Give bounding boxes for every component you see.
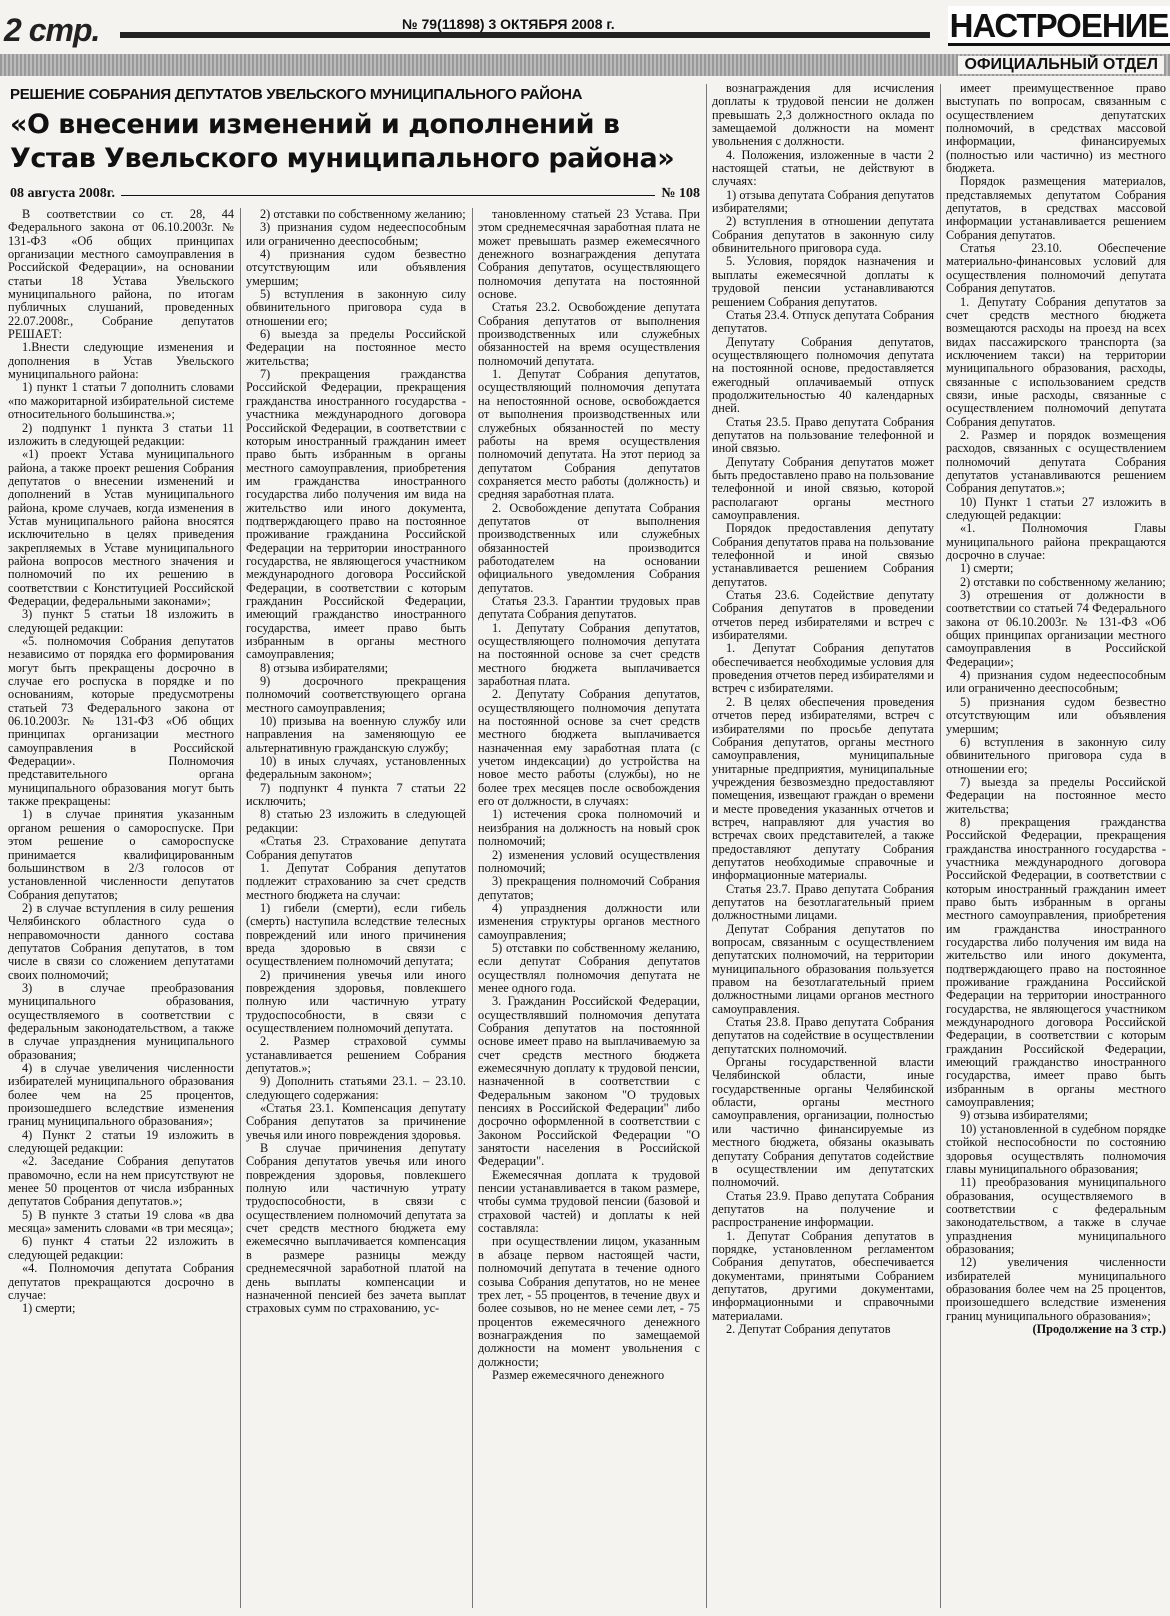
text-column-3 <box>478 208 700 1612</box>
paragraph: 2) подпункт 1 пункта 3 статьи 11 изложить в следующей редакции: <box>8 420 234 448</box>
masthead-rule <box>120 32 930 38</box>
paragraph: 1) в случае принятия указанным органом решения о самороспуске. При этом решение о самороспуске принимается квалифицированным большинством в 2/3 голосов от установленной численности депутатов Собрания депутатов; <box>8 807 234 902</box>
paragraph: 4) признания судом недееспособным или ограниченно дееспособным; <box>946 668 1166 696</box>
paragraph: 1. Депутат Собрания депутатов обеспечивается необходимые условия для проведения отчетов перед избирателями и встреч с избирателями. <box>712 641 934 696</box>
paragraph: В соответствии со ст. 28, 44 Федерального закона от 06.10.2003г. № 131-ФЗ «Об общих принципах организации местного самоуправления в Российской Федерации», на основании статьи 18 Устава Увельского муниципального района, по итогам публичных слушаний, проведенных 22.07.2008г., Собрание депутатов РЕШАЕТ: <box>8 208 234 342</box>
decision-number: № 108 <box>655 186 700 202</box>
paragraph: Депутату Собрания депутатов может быть предоставлено право на пользование телефонной и иной связью, которой располагают органы местного самоуправления. <box>712 454 934 522</box>
column-divider <box>706 84 707 1608</box>
article-headline: «О внесении изменений и дополнений в Устав Увельского муниципального района» <box>10 109 675 174</box>
paragraph: Статья 23.10. Обеспечение материально-финансовых условий для осуществления полномочий депутата Собрания депутатов. <box>946 241 1166 296</box>
paragraph: 3) пункт 5 статьи 18 изложить в следующей редакции: <box>8 607 234 635</box>
paragraph: вознаграждения для исчисления доплаты к трудовой пенсии не должен превышать 2,3 должностного оклада по замещаемой должности на момент увольнения с должности. <box>712 82 934 149</box>
paragraph: 9) досрочного прекращения полномочий соответствующего органа местного самоуправления; <box>246 674 466 715</box>
paragraph: Порядок размещения материалов, представляемых депутатом Собрания депутатов, в средствах массовой информации устанавливается решением Собрания депутатов. <box>946 174 1166 242</box>
paragraph: Статья 23.7. Право депутата Собрания депутатов на безотлагательный прием должностными лицами. <box>712 881 934 923</box>
paragraph: имеет преимущественное право выступать по вопросам, связанным с осуществлением депутатских полномочий, в средствах массовой информации, финансируемых (полностью или частично) из местного бюджета. <box>946 82 1166 176</box>
paragraph: 5) В пункте 3 статьи 19 слова «в два месяца» заменить словами «в три месяца»; <box>8 1207 234 1236</box>
paragraph: 2) отставки по собственному желанию; <box>960 574 1166 589</box>
paragraph: 10) призыва на военную службу или направления на заменяющую ее альтернативную гражданскую службу; <box>246 714 466 755</box>
paragraph: 2. Размер и порядок возмещения расходов, связанных с осуществлением полномочий депутата Собрания депутатов устанавливаются решением Собрания депутатов.»; <box>946 427 1166 496</box>
paragraph: «Статья 23. Страхование депутата Собрания депутатов <box>246 834 466 862</box>
paragraph: 2) отставки по собственному желанию; <box>260 208 466 221</box>
paragraph: 6) пункт 4 статьи 22 изложить в следующей редакции: <box>8 1234 234 1262</box>
continued-note: (Продолжение на 3 стр.) <box>1032 1321 1166 1336</box>
paragraph: 1. Депутату Собрания депутатов за счет средств местного бюджета возмещаются расходы на проезд на всех видах пассажирского транспорта (за исключением такси) на территории муниципального образования, расходы, связанные с использованием средств связи, иные расходы, связанные с осуществлением полномочий депутата Собрания депутатов. <box>946 294 1166 429</box>
paragraph: 2) вступления в отношении депутата Собрания депутатов в законную силу обвинительного приговора суда. <box>712 214 934 256</box>
paragraph: 8) статью 23 изложить в следующей редакции: <box>246 807 466 835</box>
page-number: 2 стр. <box>4 12 100 48</box>
text-column-5 <box>946 82 1166 1612</box>
paragraph: 4) упразднения должности или изменения структуры органов местного самоуправления; <box>478 900 700 942</box>
paragraph: 7) подпункт 4 пункта 7 статьи 22 исключить; <box>246 780 466 809</box>
paragraph: «1. Полномочия Главы муниципального района прекращаются досрочно в случае: <box>946 521 1166 563</box>
paragraph: 3. Гражданин Российской Федерации, осуществлявший полномочия депутата Собрания депутатов на постоянной основе имеет право на выплачиваемую за счет средств местного бюджета ежемесячную доплату к трудовой пенсии, назначенной в соответствии с Федеральным законом "О трудовых пенсиях в Российской Федерации" либо досрочно оформленной в соответствии с Законом Российской Федерации "О занятости населения в Российской Федерации". <box>478 994 700 1169</box>
paragraph: 1) истечения срока полномочий и неизбрания на должность на новый срок полномочий; <box>478 807 700 849</box>
paragraph: 1. Депутат Собрания депутатов в порядке, установленном регламентом Собрания депутатов, обеспечивается документами, принятыми Собранием депутатов, другими документами, информационными и справочными материалами. <box>712 1228 934 1323</box>
issue-line: № 79(11898) 3 ОКТЯБРЯ 2008 г. <box>402 16 615 32</box>
paragraph: 1) отзыва депутата Собрания депутатов избирателями; <box>712 187 934 216</box>
paragraph: 5) вступления в законную силу обвинительного приговора суда в отношении его; <box>246 287 466 328</box>
paragraph: В случае причинения депутату Собрания депутатов увечья или иного повреждения здоровья, повлекшего полную или частичную утрату трудоспособности, в связи с осуществлением полномочий депутата за счет средств местного бюджета ему ежемесячно выплачивается компенсация в размере разницы между среднемесячной заработной платой на день выплаты компенсации и назначенной пенсией без зачета выплат страховых сумм по страхованию, ус- <box>246 1141 466 1316</box>
paragraph: 2. В целях обеспечения проведения отчетов перед избирателями, встреч с избирателями по просьбе депутата Собрания депутатов, органы местного самоуправления, муниципальные унитарные предприятия, муниципальные учреждения безвозмездно предоставляют помещения, извещают граждан о времени и месте проведения указанных отчетов и встреч, направляют для участия во встречах своих представителей, а также предоставляют депутату Собрания депутатов необходимые справочные и информационные материалы. <box>712 694 934 883</box>
paragraph: 9) отзыва избирателями; <box>960 1108 1089 1123</box>
paragraph: Органы государственной власти Челябинской области, иные государственные органы Челябинской области, органы местного самоуправления, организации, полностью или частично финансируемые из местного бюджета, обязаны оказывать депутату Собрания депутатов содействие в осуществлении им депутатских полномочий. <box>712 1055 934 1190</box>
column-divider <box>472 208 473 1608</box>
paragraph: 4) признания судом безвестно отсутствующим или объявления умершим; <box>246 247 466 288</box>
paragraph: Статья 23.9. Право депутата Собрания депутатов на получение и распространение информации. <box>712 1188 934 1230</box>
paragraph: 10) Пункт 1 статьи 27 изложить в следующей редакции: <box>946 494 1166 522</box>
column-divider <box>940 84 941 1608</box>
paragraph: 2) в случае вступления в силу решения Челябинского областного суда о неправомочности данного состава депутатов Собрания депутатов, в том числе в связи со сложением депутатами своих полномочий; <box>8 900 234 982</box>
paragraph: 8) отзыва избирателями; <box>260 660 389 675</box>
paragraph: 1) смерти; <box>960 561 1014 576</box>
paragraph: 3) признания судом недееспособным или ограниченно дееспособным; <box>246 220 466 248</box>
paragraph: 1. Депутату Собрания депутатов, осуществляющего полномочия депутата на постоянной основе за счет средств местного бюджета выплачивается заработная плата. <box>478 620 700 689</box>
paragraph: 2) изменения условий осуществления полномочий; <box>478 847 700 875</box>
paragraph: 3) отрешения от должности в соответствии со статьей 74 Федерального закона от 06.10.2003г. № 131-ФЗ «Об общих принципах организации местного самоуправления в Российской Федерации»; <box>946 588 1166 669</box>
paragraph: 7) выезда за пределы Российской Федерации на постоянное место жительства; <box>946 774 1166 816</box>
paragraph: 4) Пункт 2 статьи 19 изложить в следующей редакции: <box>8 1127 234 1156</box>
paragraph: 5) отставки по собственному желанию, если депутат Собрания депутатов осуществлял полномочия депутата не менее одного года. <box>478 940 700 995</box>
paragraph: Ежемесячная доплата к трудовой пенсии устанавливается в таком размере, чтобы сумма трудовой пенсии (базовой и страховой частей) и доплаты к ней составляла: <box>478 1167 700 1236</box>
text-column-1 <box>8 208 234 1612</box>
dateline <box>10 186 700 206</box>
paragraph: Депутату Собрания депутатов, осуществляющего полномочия депутата на постоянной основе, предоставляется ежегодный оплачиваемый отпуск продолжительностью 40 календарных дней. <box>712 334 934 416</box>
paragraph: тановленному статьей 23 Устава. При этом среднемесячная заработная плата не может превышать размер ежемесячного денежного вознаграждения депутата Собрания депутатов, осуществляющего полномочия депутата на постоянной основе. <box>478 208 700 302</box>
paragraph: 3) в случае преобразования муниципального образования, осуществляемого в соответствии с федеральным законодательством, а также в случае упразднения муниципального образования; <box>8 980 234 1062</box>
paragraph: 1) гибели (смерти), если гибель (смерть) наступила вследствие телесных повреждений или иного причинения вреда здоровью в связи с осуществлением полномочий депутата; <box>246 900 466 969</box>
paragraph: 2. Депутат Собрания депутатов <box>726 1321 891 1336</box>
paragraph: Депутат Собрания депутатов по вопросам, связанным с осуществлением депутатских полномочий, на территории муниципального образования пользуется правом на безотлагательный прием должностными лицами органов местного самоуправления. <box>712 921 934 1016</box>
paragraph: Статья 23.3. Гарантии трудовых прав депутата Собрания депутатов. <box>478 593 700 622</box>
paragraph: 4) в случае увеличения численности избирателей муниципального образования более чем на 25 процентов, произошедшего вследствие изменения границ муниципального образования»; <box>8 1061 234 1129</box>
paragraph: 8) прекращения гражданства Российской Федерации, прекращения гражданства иностранного государства - участника международного договора Российской Федерации, в соответствии с которым иностранный гражданин имеет право быть избранным в органы местного самоуправления, приобретения им гражданства иностранного государства либо получения им вида на жительство или иного документа, подтверждающего право на постоянное проживание гражданина Российской Федерации на территории иностранного государства, не являющегося участником международного договора Российской Федерации, в соответствии с которым гражданин Российской Федерации, имеющий гражданство иностранного государства, имеет право быть избранным в органы местного самоуправления; <box>946 814 1166 1110</box>
paragraph: 12) увеличения численности избирателей муниципального образования более чем на 25 процентов, произошедшего вследствие изменения границ муниципального образования»; <box>946 1255 1166 1323</box>
paragraph: 1. Депутат Собрания депутатов, осуществляющий полномочия депутата на непостоянной основе, освобождается от выполнения производственных или служебных обязанностей по месту работы на время осуществления полномочий депутата. На этот период за депутатом Собрания депутатов сохраняется место работы (должность) и средняя заработная плата. <box>478 367 700 502</box>
paragraph: «1) проект Устава муниципального района, а также проект решения Собрания депутатов о внесении изменений и дополнений в Устав муниципального района, кроме случаев, когда изменения в Устав муниципального района вносятся исключительно в целях приведения закрепляемых в Уставе муниципального района вопросов местного значения и полномочий по их решению в соответствии с Конституцией Российской Федерации, федеральными законами»; <box>8 447 234 608</box>
paragraph: 5. Условия, порядок назначения и выплаты ежемесячной доплаты к трудовой пенсии устанавливаются решением Собрания депутатов. <box>712 254 934 309</box>
paragraph: 3) прекращения полномочий Собрания депутатов; <box>478 874 700 902</box>
paragraph: 1) пункт 1 статьи 7 дополнить словами «по мажоритарной избирательной системе относительного большинства.»; <box>8 380 234 422</box>
paragraph: 1) смерти; <box>22 1301 76 1316</box>
paragraph: Статья 23.8. Право депутата Собрания депутатов на содействие в осуществлении депутатских полномочий. <box>712 1015 934 1056</box>
text-column-2 <box>246 208 466 1612</box>
paragraph: 2. Размер страховой суммы устанавливается решением Собрания депутатов.»; <box>246 1034 466 1075</box>
paragraph: 7) прекращения гражданства Российской Федерации, прекращения гражданства иностранного государства - участника международного договора Российской Федерации, в соответствии с которым иностранный гражданин имеет право быть избранным в органы местного самоуправления, приобретения им гражданства иностранного государства либо получения им вида на жительство или иного документа, подтверждающего право на постоянное проживание гражданина Российской Федерации на территории иностранного государства, не являющегося участником международного договора Российской Федерации, в соответствии с которым гражданин Российской Федерации, имеющий гражданство иностранного государства, имеет право быть избранным в органы местного самоуправления; <box>246 367 466 662</box>
paragraph: 10) в иных случаях, установленных федеральным законом»; <box>246 754 466 782</box>
paragraph: «5. полномочия Собрания депутатов независимо от порядка его формирования могут быть прекращены досрочно в случае его роспуска в порядке и по основаниям, которые предусмотрены статьей 73 Федерального закона от 06.10.2003г. № 131-ФЗ «Об общих принципах организации местного самоуправления в Российской Федерации». Полномочия представительного органа муниципального образования могут быть также прекращены: <box>8 634 234 809</box>
decision-date: 08 августа 2008г. <box>10 186 121 202</box>
paragraph: 10) установленной в судебном порядке стойкой неспособности по состоянию здоровья осуществлять полномочия главы муниципального образования; <box>946 1121 1166 1176</box>
paragraph: 6) выезда за пределы Российской Федерации на постоянное место жительства; <box>246 327 466 368</box>
paragraph: при осуществлении лицом, указанным в абзаце первом настоящей части, полномочий депутата в течение одного созыва Собрания депутатов, но не менее трех лет, - 55 процентов, в течение двух и более созывов, но не менее семи лет, - 75 процентов ежемесячного денежного вознаграждения по замещаемой должности на момент увольнения с должности; <box>478 1234 700 1369</box>
paragraph: Порядок предоставления депутату Собрания депутатов права на пользование телефонной и иной связью устанавливается решением Собрания депутатов. <box>712 521 934 589</box>
department-label: ОФИЦИАЛЬНЫЙ ОТДЕЛ <box>958 56 1164 74</box>
paragraph: 6) вступления в законную силу обвинительного приговора суда в отношении его; <box>946 734 1166 776</box>
paragraph: «4. Полномочия депутата Собрания депутатов прекращаются досрочно в случае: <box>8 1261 234 1302</box>
paragraph: 2. Депутату Собрания депутатов, осуществляющего полномочия депутата на постоянной основе за счет средств местного бюджета выплачивается назначенная ему заработная плата (с учетом индексации) до устройства на новое место работы (службы), но не более трех месяцев после освобождения его от должности, в случаях: <box>478 687 700 809</box>
paragraph: Статья 23.5. Право депутата Собрания депутатов на пользование телефонной и иной связью. <box>712 414 934 456</box>
paragraph: 1. Депутат Собрания депутатов подлежит страхованию за счет средств местного бюджета на случаи: <box>246 860 466 902</box>
article-kicker: РЕШЕНИЕ СОБРАНИЯ ДЕПУТАТОВ УВЕЛЬСКОГО МУНИЦИПАЛЬНОГО РАЙОНА <box>10 86 583 103</box>
text-column-4 <box>712 82 934 1612</box>
paragraph: 4. Положения, изложенные в части 2 настоящей статьи, не действуют в случаях: <box>712 147 934 189</box>
paragraph: Статья 23.6. Содействие депутату Собрания депутатов в проведении отчетов перед избирателями и встреч с избирателями. <box>712 588 934 643</box>
paragraph: 11) преобразования муниципального образования, осуществляемого в соответствии с федеральным законодательством, а также в случае упразднения муниципального образования; <box>946 1175 1166 1256</box>
paragraph: 2) причинения увечья или иного повреждения здоровья, повлекшего полную или частичную утрату трудоспособности, в связи с осуществлением полномочий депутата. <box>246 967 466 1035</box>
section-title: НАСТРОЕНИЕ <box>949 7 1169 44</box>
paragraph: Статья 23.2. Освобождение депутата Собрания депутатов от выполнения производственных или служебных обязанностей на время осуществления полномочий депутата. <box>478 300 700 368</box>
masthead <box>0 0 1170 58</box>
paragraph: 9) Дополнить статьями 23.1. – 23.10. следующего содержания: <box>246 1074 466 1102</box>
column-divider <box>240 208 241 1608</box>
paragraph: 2. Освобождение депутата Собрания депутатов от выполнения производственных или служебных обязанностей производится работодателем на основании официального уведомления Собрания депутатов. <box>478 500 700 595</box>
paragraph: Статья 23.4. Отпуск депутата Собрания депутатов. <box>712 307 934 336</box>
paragraph: «Статья 23.1. Компенсация депутату Собрания депутатов за причинение увечья или иного повреждения здоровья. <box>246 1101 466 1142</box>
paragraph: 5) признания судом безвестно отсутствующим или объявления умершим; <box>946 694 1166 736</box>
paragraph: Размер ежемесячного денежного <box>492 1367 665 1382</box>
paragraph: «2. Заседание Собрания депутатов правомочно, если на нем присутствуют не менее 50 процентов от числа избранных депутатов Собрания депутатов.»; <box>8 1154 234 1209</box>
paragraph: 1.Внести следующие изменения и дополнения в Устав Увельского муниципального района: <box>8 340 234 382</box>
